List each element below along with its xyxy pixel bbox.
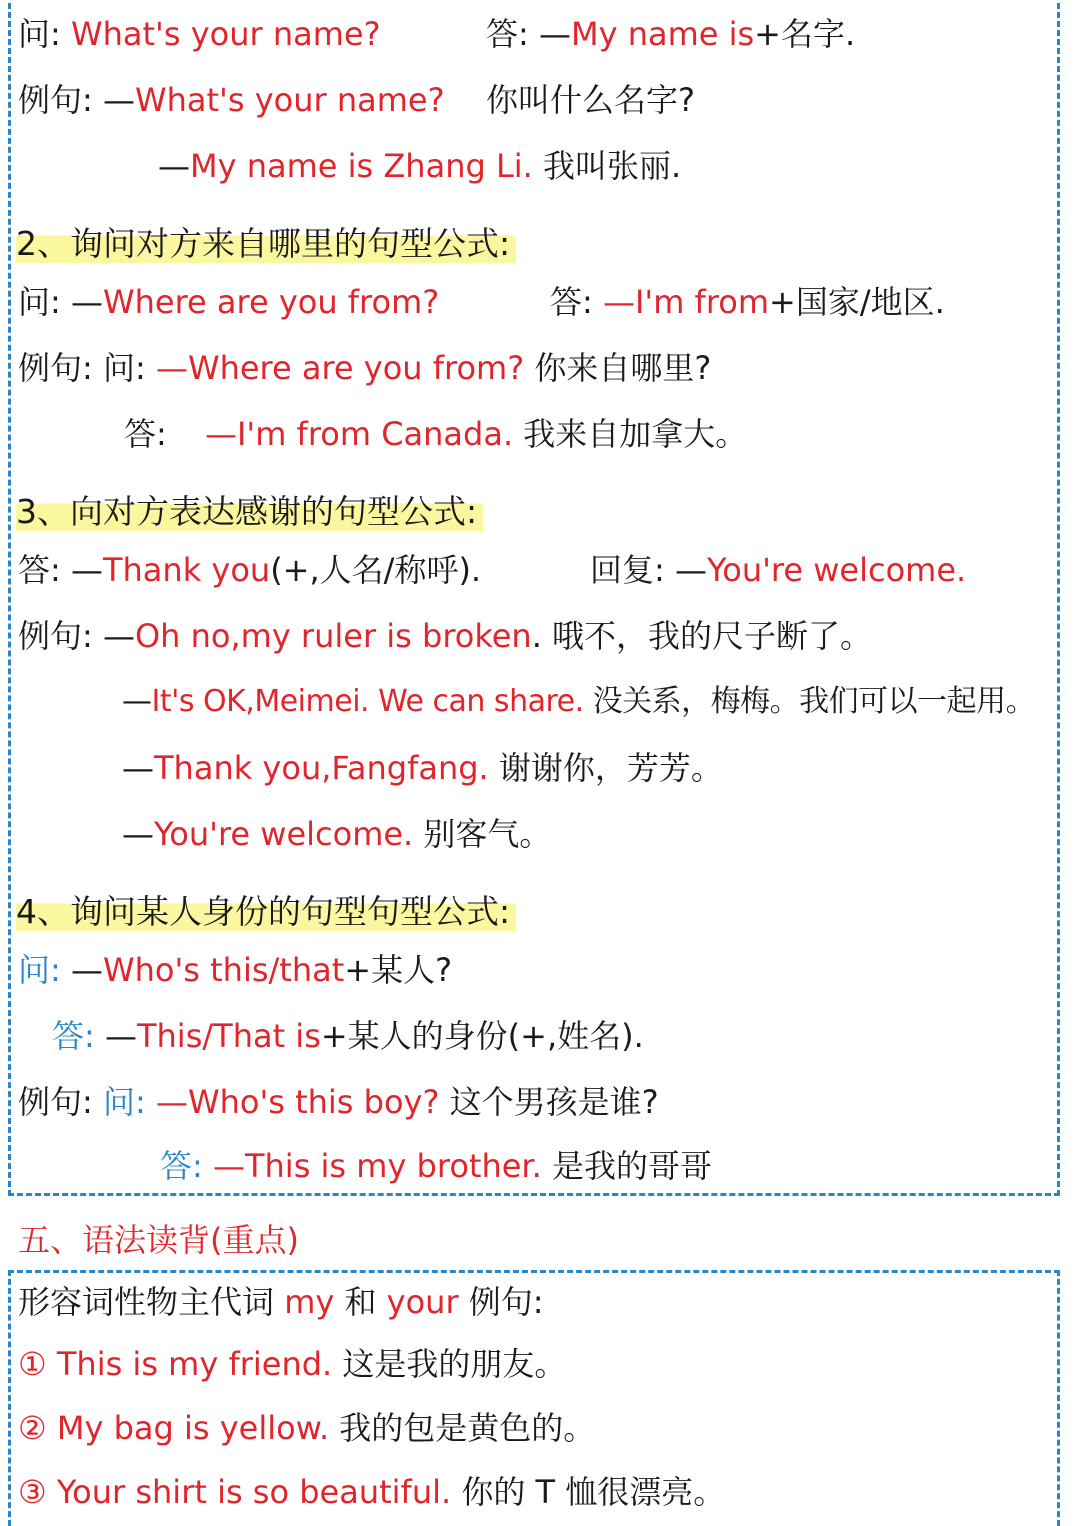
question-text: What's your name?: [70, 15, 381, 53]
from-example-answer: [124, 414, 747, 454]
example-chinese: 哦不，我的尺子断了。: [552, 617, 873, 655]
question-label: 问:: [102, 1083, 146, 1121]
question-text: Who's this/that: [102, 951, 345, 989]
section-5-heading: [18, 1220, 299, 1260]
answer-formula: +名字.: [754, 15, 856, 53]
name-question-line: [18, 14, 381, 54]
example-chinese: 别客气。: [423, 815, 552, 853]
thanks-example-line-1: [18, 616, 872, 656]
grammar-example-2: [18, 1408, 595, 1448]
answer-text: This/That is: [136, 1017, 321, 1055]
identity-answer-line: [52, 1016, 644, 1056]
dash: —: [102, 81, 135, 119]
question-label: 问:: [18, 15, 61, 53]
question-label: 问:: [18, 283, 61, 321]
dash: —: [674, 551, 707, 589]
example-english: —Who's this boy?: [155, 1083, 440, 1121]
heading-text: 3、向对方表达感谢的句型公式:: [16, 492, 483, 531]
example-label: 例句:: [18, 81, 93, 119]
keyword-your: your: [386, 1283, 459, 1321]
answer-formula: +某人的身份(+,姓名).: [320, 1017, 644, 1055]
answer-label: 答:: [18, 551, 61, 589]
example-english: You're welcome.: [154, 815, 414, 853]
example-chinese: 没关系，梅梅。我们可以一起用。: [592, 684, 1036, 719]
identity-example-answer: [160, 1146, 712, 1186]
example-english: Thank you,Fangfang.: [154, 749, 489, 787]
thanks-answer-line: [18, 550, 481, 590]
dash: —: [102, 617, 135, 655]
example-chinese: 这个男孩是谁?: [449, 1083, 659, 1121]
intro-text: 形容词性物主代词: [18, 1283, 275, 1321]
thanks-example-line-2: [122, 682, 1035, 722]
dash: —: [538, 15, 571, 53]
dash: —: [122, 749, 154, 787]
from-answer-line: [550, 282, 945, 322]
dash: —: [122, 684, 152, 719]
dash: —: [70, 951, 103, 989]
thanks-example-line-3: [122, 748, 723, 788]
section-3-heading: [16, 492, 483, 532]
dash: —: [122, 815, 154, 853]
name-answer-line: [486, 14, 855, 54]
answer-label: 答:: [52, 1017, 95, 1055]
answer-label: 答:: [486, 15, 529, 53]
answer-label: 答:: [124, 415, 167, 453]
from-question-line: [18, 282, 439, 322]
thanks-example-line-4: [122, 814, 551, 854]
example-label: 例句:: [18, 349, 93, 387]
example-english: —Where are you from?: [155, 349, 525, 387]
example-chinese: 你的 T 恤很漂亮。: [461, 1473, 726, 1511]
intro-suffix: 例句:: [468, 1283, 544, 1321]
example-english: This is my friend.: [56, 1345, 333, 1383]
dash: —: [70, 551, 103, 589]
example-english: My name is Zhang Li.: [190, 147, 533, 185]
answer-formula: +国家/地区.: [769, 283, 945, 321]
identity-question-line: [18, 950, 452, 990]
answer-formula: (+,人名/称呼).: [270, 551, 482, 589]
example-english: It's OK,Meimei. We can share.: [151, 684, 584, 719]
dash: —: [158, 147, 190, 185]
question-text: Where are you from?: [102, 283, 440, 321]
from-example-question: [18, 348, 711, 388]
question-label: 问:: [102, 349, 146, 387]
example-label: 例句:: [18, 1083, 93, 1121]
section-2-heading: [16, 224, 516, 264]
grammar-intro-line: [18, 1282, 544, 1322]
answer-label: 答:: [160, 1147, 203, 1185]
example-label: 例句:: [18, 617, 93, 655]
example-chinese: 我叫张丽.: [543, 147, 682, 185]
reply-label: 回复:: [590, 551, 665, 589]
example-english: What's your name?: [134, 81, 445, 119]
answer-label: 答:: [550, 283, 593, 321]
identity-example-question: [18, 1082, 659, 1122]
example-english: Oh no,my ruler is broken: [134, 617, 532, 655]
example-chinese: 你叫什么名字?: [486, 81, 695, 119]
name-example-line-2: [158, 146, 681, 186]
item-number: ①: [18, 1345, 47, 1383]
question-formula: +某人?: [344, 951, 453, 989]
example-chinese: 我的包是黄色的。: [339, 1409, 596, 1447]
answer-text: —I'm from: [602, 283, 770, 321]
example-chinese: 我来自加拿大。: [523, 415, 748, 453]
dash: —: [70, 283, 103, 321]
example-chinese: 谢谢你，芳芳。: [498, 749, 723, 787]
answer-text: Thank you: [102, 551, 271, 589]
example-chinese: 你来自哪里?: [534, 349, 712, 387]
answer-text: My name is: [570, 15, 755, 53]
heading-text: 五、语法读背(重点): [18, 1221, 299, 1259]
dash: —: [104, 1017, 137, 1055]
example-chinese: 是我的哥哥: [551, 1147, 712, 1185]
reply-text: You're welcome.: [706, 551, 967, 589]
example-english: —I'm from Canada.: [204, 415, 514, 453]
item-number: ③: [18, 1473, 47, 1511]
period: .: [531, 617, 542, 655]
example-english: My bag is yellow.: [56, 1409, 330, 1447]
item-number: ②: [18, 1409, 47, 1447]
heading-text: 4、询问某人身份的句型句型公式:: [16, 892, 516, 931]
question-label: 问:: [18, 951, 61, 989]
example-chinese: 这是我的朋友。: [342, 1345, 567, 1383]
thanks-reply-line: [590, 550, 966, 590]
example-english: —This is my brother.: [212, 1147, 542, 1185]
heading-text: 2、询问对方来自哪里的句型公式:: [16, 224, 516, 263]
grammar-example-1: [18, 1344, 566, 1384]
keyword-my: my: [284, 1283, 335, 1321]
name-example-1-chinese: [486, 80, 695, 120]
section-4-heading: [16, 892, 516, 932]
intro-connector: 和: [344, 1283, 377, 1321]
example-english: Your shirt is so beautiful.: [56, 1473, 452, 1511]
name-example-line-1: [18, 80, 445, 120]
grammar-example-3: [18, 1472, 725, 1512]
